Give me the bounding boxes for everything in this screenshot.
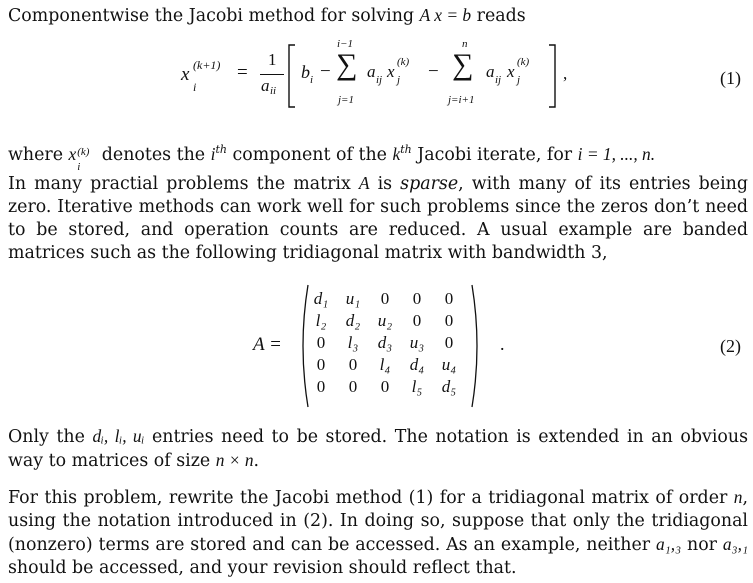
matrix-cell: 0: [380, 289, 390, 308]
matrix-cell: 0: [412, 311, 422, 330]
where-word: where: [8, 145, 63, 165]
para2-vars: dᵢ, lᵢ, uᵢ: [92, 426, 145, 446]
eq1-term2-x-sup: (k): [517, 56, 530, 68]
matrix-cell: 0: [316, 355, 326, 374]
eq1-term1-x-sub: j: [397, 74, 401, 86]
where-th2: th: [400, 143, 412, 156]
equation-2: [0, 282, 753, 410]
eq1-term2-x-sub: j: [517, 74, 521, 86]
eq1-term1-x-sup: (k): [397, 56, 410, 68]
eq1-frac-num: 1: [268, 50, 277, 69]
eq1-left-bracket: [287, 44, 297, 108]
para3-nor: nor: [687, 535, 717, 555]
sigma-icon: ∑: [336, 48, 358, 81]
where-denotes: denotes the: [101, 145, 206, 165]
where-i: i: [210, 144, 216, 164]
matrix-row: [305, 310, 465, 332]
para1-text-2: , with many of its entries being zero. Iterative methods can work well for such problems since the zeros don’t need to be stored, and operation counts are reduced. A usual example are banded matrices such as the following tridiagonal matrix with bandwidth 3,: [8, 174, 748, 263]
matrix-cell: d₂: [345, 311, 361, 330]
eq2-number: (2): [720, 336, 741, 356]
matrix-cell: u₃: [409, 333, 425, 352]
eq1-term2-a-sub: ij: [495, 74, 502, 86]
matrix-row: [305, 332, 465, 354]
where-k: k: [392, 144, 401, 164]
eq1-lhs-sup: (k+1): [193, 58, 221, 72]
sigma-icon: ∑: [452, 48, 474, 81]
where-x-scripts: [76, 145, 96, 173]
matrix-cell: 0: [348, 377, 358, 396]
paragraph-sparse: [8, 172, 748, 265]
matrix-right-paren: [470, 284, 484, 408]
para3-n: n: [733, 487, 743, 507]
eq1-lhs-var: x: [181, 64, 190, 85]
intro-reads: reads: [476, 6, 526, 26]
tridiagonal-matrix: [305, 288, 465, 398]
matrix-cell: 0: [412, 289, 422, 308]
eq2-dot: .: [500, 334, 505, 354]
eq1-term2-x: x: [507, 62, 515, 81]
matrix-cell: l₅: [411, 377, 423, 396]
para1-is: is: [377, 174, 393, 194]
matrix-cell: l₂: [315, 311, 327, 330]
eq1-frac-den-sub: ii: [270, 85, 277, 97]
matrix-cell: u₄: [441, 355, 457, 374]
eq1-frac-bar: [260, 74, 284, 75]
eq1-sum1-lower: j=1: [338, 94, 354, 106]
eq1-comma: ,: [563, 64, 568, 83]
matrix-cell: u₁: [345, 289, 361, 308]
eq1-right-bracket: [547, 44, 557, 108]
eq1-term1-a-sub: ij: [376, 74, 383, 86]
paragraph-storage: [8, 425, 748, 473]
eq1-term1-x: x: [387, 62, 395, 81]
eq1-term1-a: a: [367, 62, 376, 81]
matrix-row: [305, 376, 465, 398]
para1-sparse: sparse: [400, 174, 459, 194]
intro-line: [8, 4, 748, 28]
intro-text: Componentwise the Jacobi method for solving: [8, 6, 415, 26]
matrix-cell: 0: [316, 377, 326, 396]
where-x-sub: i: [77, 160, 81, 173]
para1-text-1: In many practial problems the matrix: [8, 174, 351, 194]
eq1-sum2-upper: n: [462, 38, 468, 50]
eq1-sum2-lower: j=i+1: [448, 94, 475, 106]
matrix-cell: 0: [348, 355, 358, 374]
matrix-cell: l₃: [347, 333, 359, 352]
where-component: component of the: [232, 145, 387, 165]
equation-1: [0, 38, 753, 120]
eq1-number: (1): [720, 68, 741, 88]
where-rest: Jacobi iterate, for: [417, 145, 573, 165]
para3-text-2: , using the notation introduced in (2). In doing so, suppose that only the tridiagonal (nonzero) terms are stored and can be accessed. As an example, neither: [8, 488, 749, 555]
matrix-cell: 0: [316, 333, 326, 352]
eq1-equals: =: [237, 62, 248, 83]
para2-text-2: entries need to be stored. The notation is extended in an obvious way to matrices of size: [8, 427, 748, 471]
matrix-cell: 0: [380, 377, 390, 396]
para2-size: n × n: [215, 450, 254, 470]
eq1-lhs-sub: i: [193, 80, 197, 94]
para2-end: .: [253, 451, 260, 471]
eq1-term2-a: a: [486, 62, 495, 81]
matrix-cell: u₂: [377, 311, 393, 330]
eq1-sum1-upper: i−1: [337, 38, 353, 50]
matrix-cell: d₁: [313, 289, 329, 308]
para2-text-1: Only the: [8, 427, 85, 447]
para3-a31: a₃,₁: [722, 534, 748, 554]
eq1-frac-den: a: [261, 76, 270, 95]
where-x: x: [68, 144, 77, 164]
matrix-cell: d₄: [409, 355, 425, 374]
matrix-row: [305, 354, 465, 376]
linear-system: A x = b: [419, 5, 472, 25]
eq2-lhs: A =: [253, 334, 282, 355]
para3-text-3: should be accessed, and your revision should reflect that.: [8, 558, 517, 578]
eq1-minus-2: −: [428, 61, 439, 82]
matrix-cell: l₄: [379, 355, 391, 374]
matrix-cell: d₅: [441, 377, 457, 396]
matrix-cell: 0: [444, 289, 454, 308]
matrix-cell: d₃: [377, 333, 393, 352]
where-range: i = 1, ..., n.: [577, 144, 656, 164]
eq1-b-sub: i: [310, 74, 314, 86]
paragraph-task: [8, 486, 748, 580]
para1-A: A: [358, 173, 370, 193]
eq1-b: b: [301, 62, 310, 82]
where-x-sup: (k): [77, 145, 90, 158]
eq1-minus-1: −: [320, 61, 331, 82]
where-th: th: [215, 143, 227, 156]
matrix-cell: 0: [444, 333, 454, 352]
matrix-cell: 0: [444, 311, 454, 330]
where-line: [8, 138, 748, 173]
para3-text-1: For this problem, rewrite the Jacobi method (1) for a tridiagonal matrix of order: [8, 488, 728, 508]
matrix-row: [305, 288, 465, 310]
para3-a13: a₁,₃: [655, 534, 682, 554]
